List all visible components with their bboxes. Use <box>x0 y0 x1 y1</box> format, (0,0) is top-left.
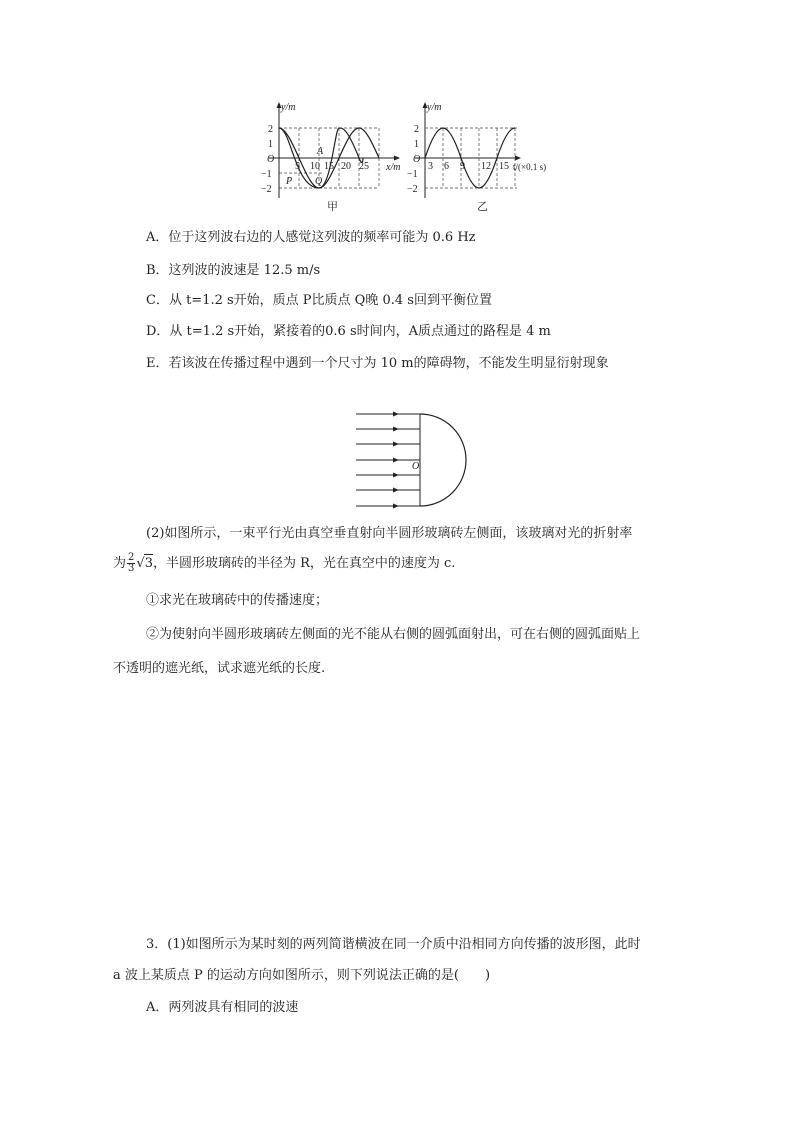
option-c: C．从 t=1.2 s开始，质点 P比质点 Q晚 0.4 s回到平衡位置 <box>146 293 492 308</box>
y-axis-label-yi: y/m <box>427 102 442 113</box>
x-tick-jia: 15 <box>324 161 334 172</box>
y-tick-yi: −2 <box>407 184 418 195</box>
q2-line2-prefix: 为 <box>113 556 127 571</box>
y-tick-yi: −1 <box>407 169 418 180</box>
q2-sub1: ①求光在玻璃砖中的传播速度； <box>146 593 329 608</box>
y-tick-jia: −1 <box>261 169 272 180</box>
caption-jia: 甲 <box>327 201 338 213</box>
x-tick-yi: 3 <box>428 161 433 172</box>
y-tick-jia: 2 <box>268 124 273 135</box>
q3-line1: 3．(1)如图所示为某时刻的两列简谐横波在同一介质中沿相同方向传播的波形图，此时 <box>146 937 641 952</box>
x-axis-label-yi: t/(×0.1 s) <box>513 162 547 172</box>
caption-yi: 乙 <box>477 201 488 213</box>
point-label-p: P <box>286 176 293 187</box>
x-tick-jia: 20 <box>341 161 351 172</box>
option-d: D．从 t=1.2 s开始，紧接着的0.6 s时间内，A质点通过的路程是 4 m <box>146 324 551 339</box>
y-tick-yi: 2 <box>414 124 419 135</box>
q3-option-a: A．两列波具有相同的波速 <box>146 1000 299 1015</box>
y-tick-jia: −2 <box>261 184 272 195</box>
option-b: B．这列波的波速是 12.5 m/s <box>146 263 321 278</box>
x-tick-yi: 6 <box>444 161 449 172</box>
point-label-a: A <box>317 146 324 157</box>
point-label-q: Q <box>315 176 323 187</box>
wave-graphs-figure <box>255 98 565 213</box>
x-axis-label-jia: x/m <box>386 162 401 173</box>
y-tick-jia: 1 <box>268 139 273 150</box>
y-axis-label-jia: y/m <box>281 102 296 113</box>
x-tick-yi: 12 <box>481 161 491 172</box>
refractive-index-fraction <box>127 553 135 574</box>
x-tick-jia: 5 <box>295 161 300 172</box>
q2-line1: (2)如图所示，一束平行光由真空垂直射向半圆形玻璃砖左侧面，该玻璃对光的折射率 <box>146 526 633 541</box>
q2-sub2-line2: 不透明的遮光纸，试求遮光纸的长度. <box>113 661 326 676</box>
graph-jia <box>261 102 400 213</box>
sqrt-argument: 3 <box>144 556 153 571</box>
option-a: A．位于这列波右边的人感觉这列波的频率可能为 0.6 Hz <box>146 230 476 245</box>
option-e: E．若该波在传播过程中遇到一个尺寸为 10 m的障碍物，不能发生明显衍射现象 <box>146 356 609 371</box>
graph-yi <box>407 102 546 213</box>
origin-label-yi: O <box>413 154 421 165</box>
origin-label-jia: O <box>267 154 275 165</box>
q3-line2: a 波上某质点 P 的运动方向如图所示，则下列说法正确的是( ) <box>113 968 491 983</box>
fraction-denominator: 3 <box>128 563 135 574</box>
x-tick-jia: 10 <box>310 161 320 172</box>
semicircle-glass-figure <box>350 408 470 512</box>
q2-line2: 为 $\frac{2}{3}$ √3，半圆形玻璃砖的半径为 R，光在真空中的速度为 c. <box>113 552 456 574</box>
x-tick-jia: 25 <box>359 161 369 172</box>
x-tick-yi: 9 <box>460 161 465 172</box>
y-tick-yi: 1 <box>414 139 419 150</box>
q2-sub2-line1: ②为使射向半圆形玻璃砖左侧面的光不能从右侧的圆弧面射出，可在右侧的圆弧面贴上 <box>146 627 641 642</box>
q2-line2-suffix: ，半圆形玻璃砖的半径为 R，光在真空中的速度为 c. <box>152 556 456 571</box>
fraction-numerator: 2 <box>128 552 135 563</box>
x-tick-yi: 15 <box>499 161 509 172</box>
center-label-o: O <box>412 461 420 472</box>
